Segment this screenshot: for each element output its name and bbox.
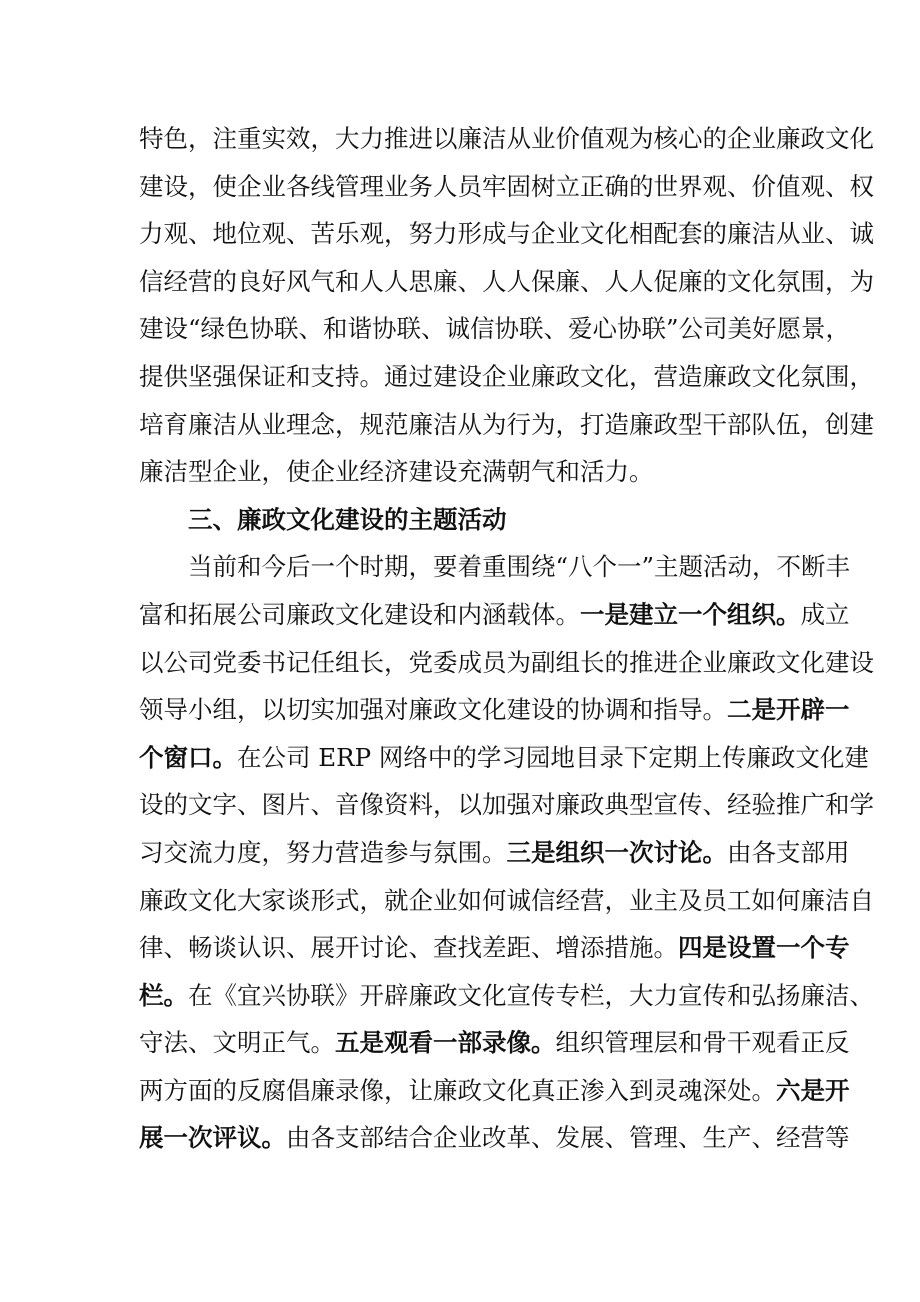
bold-phrase: 二是开辟一 (727, 695, 850, 725)
text-run: 守法、文明正气。 (139, 1028, 335, 1058)
text-run: 习交流力度，努力营造参与氛围。 (139, 837, 507, 867)
bold-phrase: 一是建立一个组织。 (580, 599, 801, 629)
text-run: 两方面的反腐倡廉录像，让廉政文化真正渗入到灵魂深处。 (139, 1075, 776, 1105)
bold-phrase: 个窗口。 (139, 742, 237, 772)
paragraph-line: 建设“绿色协联、和谐协联、诚信协联、爱心协联”公司美好愿景， (139, 314, 851, 344)
paragraph-line: 当前和今后一个时期，要着重围绕“八个一”主题活动，不断丰 (188, 552, 851, 582)
bold-phrase: 栏。 (139, 980, 188, 1010)
section-heading: 三、廉政文化建设的主题活动 (188, 504, 507, 534)
paragraph-line (139, 972, 874, 1020)
text-run: 由各支部结合企业改革、发展、管理、生产、经营等 (286, 1123, 850, 1153)
paragraph-line: 培育廉洁从业理念，规范廉洁从为行为，打造廉政型干部队伍，创建 (139, 409, 874, 439)
paragraph-line: 以公司党委书记任组长，党委成员为副组长的推进企业廉政文化建设 (139, 647, 874, 677)
paragraph-line: 设的文字、图片、音像资料，以加强对廉政典型宣传、经验推广和学 (139, 790, 874, 820)
paragraph-line (139, 591, 850, 639)
text-run: 律、畅谈认识、展开讨论、查找差距、增添措施。 (139, 933, 678, 963)
paragraph-line: 建设，使企业各线管理业务人员牢固树立正确的世界观、价值观、权 (139, 171, 874, 201)
paragraph-line (139, 1067, 850, 1115)
bold-phrase: 六是开 (776, 1075, 850, 1105)
paragraph-line: 廉政文化大家谈形式，就企业如何诚信经营，业主及员工如何廉洁自 (139, 885, 874, 915)
text-run: 在公司 ERP 网络中的学习园地目录下定期上传廉政文化建 (237, 742, 869, 772)
paragraph-line (139, 686, 850, 734)
paragraph-line (139, 829, 850, 877)
bold-phrase: 展一次评议。 (139, 1123, 286, 1153)
text-run: 由各支部用 (727, 837, 850, 867)
paragraph-line (139, 924, 850, 972)
paragraph-line (139, 1019, 850, 1067)
paragraph-line (139, 734, 869, 782)
text-run: 富和拓展公司廉政文化建设和内涵载体。 (139, 599, 580, 629)
text-run: 组织管理层和骨干观看正反 (555, 1028, 850, 1058)
bold-phrase: 四是设置一个专 (678, 933, 850, 963)
text-run: 成立 (800, 599, 850, 629)
paragraph-line: 廉洁型企业，使企业经济建设充满朝气和活力。 (139, 457, 654, 487)
paragraph-line: 提供坚强保证和支持。通过建设企业廉政文化，营造廉政文化氛围， (139, 361, 874, 391)
bold-phrase: 五是观看一部录像。 (335, 1028, 556, 1058)
bold-phrase: 三是组织一次讨论。 (506, 837, 727, 867)
text-run: 领导小组，以切实加强对廉政文化建设的协调和指导。 (139, 695, 727, 725)
document-body (139, 115, 874, 1162)
paragraph-line: 特色，注重实效，大力推进以廉洁从业价值观为核心的企业廉政文化 (139, 124, 874, 153)
paragraph-line (139, 1114, 850, 1162)
paragraph-line: 力观、地位观、苦乐观，努力形成与企业文化相配套的廉洁从业、诚 (139, 219, 874, 249)
paragraph-line: 信经营的良好风气和人人思廉、人人保廉、人人促廉的文化氛围，为 (139, 266, 874, 296)
text-run: 在《宜兴协联》开辟廉政文化宣传专栏，大力宣传和弘扬廉洁、 (188, 980, 874, 1010)
